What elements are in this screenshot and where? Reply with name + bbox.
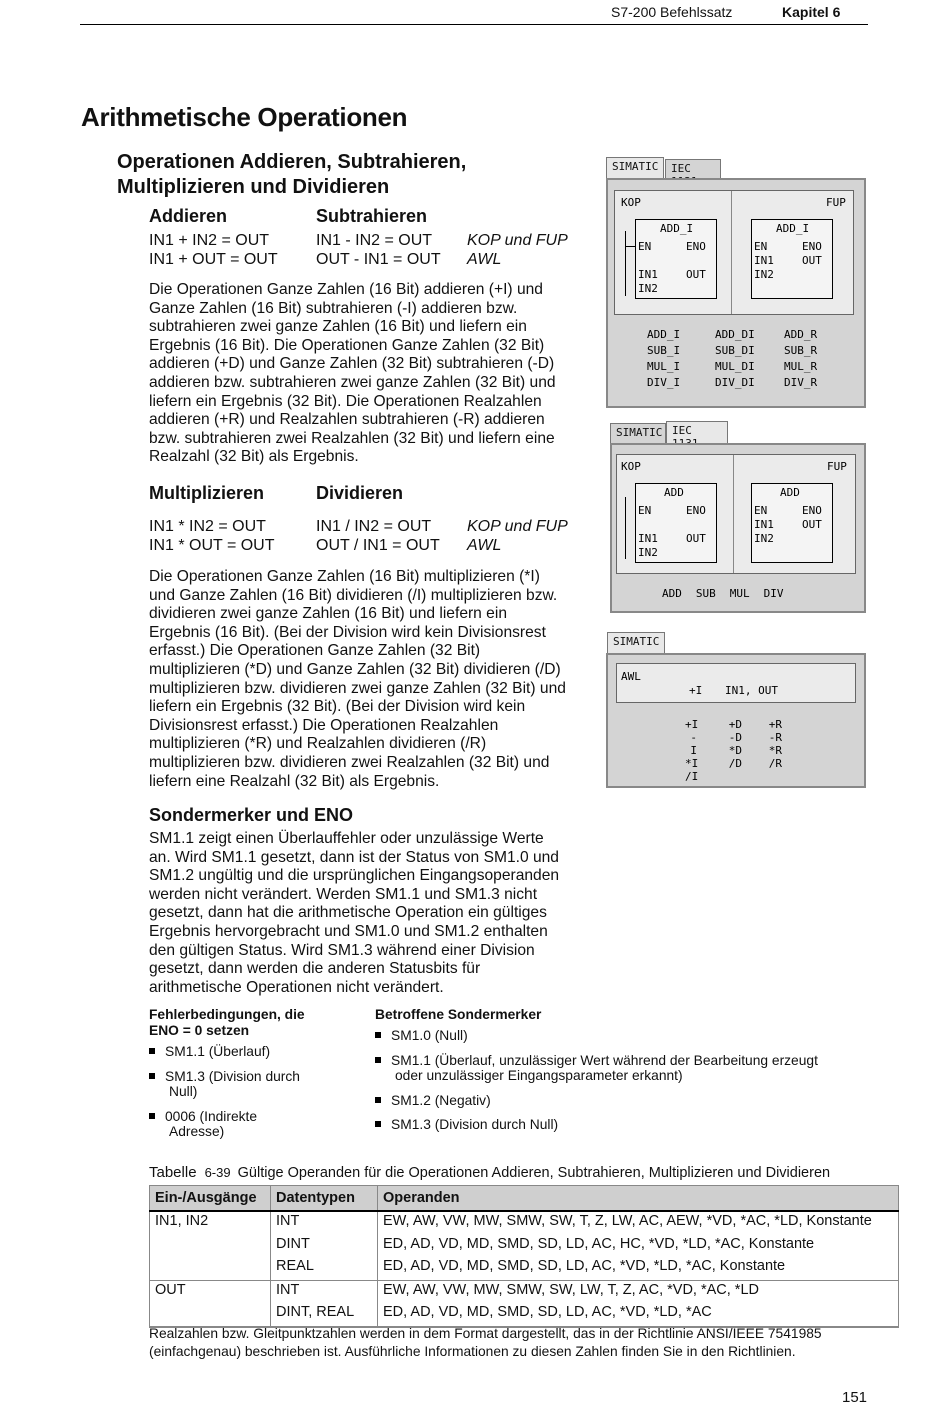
header-rule bbox=[80, 24, 868, 25]
pin-out: OUT bbox=[686, 532, 706, 545]
awl-label: AWL bbox=[621, 670, 641, 683]
box-title: ADD_I bbox=[660, 222, 694, 235]
table-cell: REAL bbox=[271, 1257, 378, 1280]
instruction-list-col3: ADD_R SUB_R MUL_R DIV_R bbox=[784, 328, 818, 389]
bullet-icon bbox=[375, 1121, 381, 1127]
table-cell: DINT bbox=[271, 1235, 378, 1258]
table-header-row bbox=[150, 1186, 899, 1212]
divider bbox=[733, 455, 734, 573]
language-label: AWL bbox=[467, 537, 502, 554]
table-cell: INT bbox=[271, 1280, 378, 1303]
tab-simatic[interactable]: SIMATIC bbox=[607, 632, 665, 654]
table-cell: ED, AD, VD, MD, SMD, SD, LD, AC, *VD, *LD, *AC, Konstante bbox=[378, 1257, 899, 1280]
power-rail bbox=[625, 231, 626, 296]
tab-iec-1131[interactable]: IEC bbox=[666, 421, 728, 443]
equation: OUT / IN1 = OUT bbox=[316, 537, 440, 554]
operands-table bbox=[149, 1185, 899, 1328]
table-cell: ED, AD, VD, MD, SMD, SD, LD, AC, *VD, *LD, *AC bbox=[378, 1303, 899, 1327]
ladder-area bbox=[614, 190, 854, 315]
table-row bbox=[150, 1257, 899, 1280]
list-item: 0006 (Indirekte Adresse) bbox=[149, 1109, 359, 1140]
eno-description: SM1.1 zeigt einen Überlauffehler oder unzulässige Werte an. Wird SM1.1 gesetzt, dann ist der Status von SM1.0 und SM1.2 ungültig und die ursprünglichen Eingangsoperanden werden nicht verändert. Werden SM1.1 und SM1.3 nicht gesetzt, dann hat die arithmetische Operation ein gültiges Ergebnis hervorgebracht und SM1.0 und SM1.2 enthalten den gültigen Status. Wird SM1.3 während einer Division gesetzt, dann werden die anderen Statusbits für arithmetische Operationen nicht verändert. bbox=[149, 830, 560, 996]
affected-list bbox=[375, 1028, 875, 1133]
pin-out: OUT bbox=[802, 518, 822, 531]
pin-in1: IN1 bbox=[754, 518, 774, 531]
pin-en: EN bbox=[638, 504, 652, 517]
bullet-icon bbox=[375, 1057, 381, 1063]
instruction-list: ADD SUB MUL DIV bbox=[662, 587, 784, 600]
kop-label: KOP bbox=[621, 196, 641, 209]
table-cell bbox=[150, 1303, 271, 1327]
list-item: SM1.2 (Negativ) bbox=[375, 1093, 875, 1109]
awl-list-col1: +I -I *I /I bbox=[685, 718, 699, 783]
table-cell: ED, AD, VD, MD, SMD, SD, LD, AC, HC, *VD, *LD, *AC, Konstante bbox=[378, 1235, 899, 1258]
bullet-icon bbox=[149, 1073, 155, 1079]
affected-heading: Betroffene Sondermerker bbox=[375, 1007, 542, 1022]
bullet-icon bbox=[375, 1032, 381, 1038]
fup-label: FUP bbox=[826, 196, 846, 209]
pin-in1: IN1 bbox=[638, 532, 658, 545]
equation: IN1 + IN2 = OUT bbox=[149, 232, 270, 249]
section-title: Operationen Addieren, Subtrahieren, Multiplizieren und Dividieren bbox=[117, 151, 467, 198]
equation: IN1 - IN2 = OUT bbox=[316, 232, 433, 249]
header-chapter: Kapitel 6 bbox=[782, 4, 841, 20]
pin-in1: IN1 bbox=[754, 254, 774, 267]
table-header-cell: Datentypen bbox=[271, 1186, 378, 1212]
language-label: KOP und FUP bbox=[467, 232, 568, 249]
add-box-fup[interactable] bbox=[751, 483, 833, 563]
ladder-area bbox=[616, 454, 856, 574]
pin-in2: IN2 bbox=[754, 268, 774, 281]
table-cell: DINT, REAL bbox=[271, 1303, 378, 1327]
language-label: KOP und FUP bbox=[467, 518, 568, 535]
instruction-list-col2: ADD_DI SUB_DI MUL_DI DIV_DI bbox=[715, 328, 755, 389]
add-i-box-fup[interactable] bbox=[751, 219, 833, 299]
table-row bbox=[150, 1211, 899, 1235]
list-item: SM1.3 (Division durch Null) bbox=[149, 1069, 359, 1100]
table-cell: EW, AW, VW, MW, SMW, SW, T, Z, LW, AC, AEW, *VD, *AC, *LD, Konstante bbox=[378, 1211, 899, 1235]
table-row bbox=[150, 1303, 899, 1327]
equation: IN1 + OUT = OUT bbox=[149, 251, 278, 268]
subtrahieren-heading: Subtrahieren bbox=[316, 206, 428, 226]
kop-label: KOP bbox=[621, 460, 641, 473]
pin-out: OUT bbox=[802, 254, 822, 267]
power-rail bbox=[625, 497, 626, 559]
table-caption: Tabelle 6-39 Gültige Operanden für die Operationen Addieren, Subtrahieren, Multiplizieren und Dividieren bbox=[149, 1164, 831, 1181]
add-i-box[interactable] bbox=[635, 219, 717, 299]
pin-eno: ENO bbox=[802, 240, 822, 253]
bullet-icon bbox=[375, 1097, 381, 1103]
tab-simatic[interactable]: SIMATIC bbox=[606, 157, 664, 179]
equation: IN1 / IN2 = OUT bbox=[316, 518, 432, 535]
table-header-cell: Operanden bbox=[378, 1186, 899, 1212]
list-item: SM1.1 (Überlauf, unzulässiger Wert während der Bearbeitung erzeugt oder unzulässiger Eingangsparameter erkannt) bbox=[375, 1053, 875, 1084]
pin-eno: ENO bbox=[686, 240, 706, 253]
pin-in2: IN2 bbox=[638, 546, 658, 559]
table-row bbox=[150, 1235, 899, 1258]
list-item: SM1.3 (Division durch Null) bbox=[375, 1117, 875, 1133]
errors-heading: Fehlerbedingungen, die ENO = 0 setzen bbox=[149, 1007, 305, 1038]
pin-eno: ENO bbox=[686, 504, 706, 517]
table-cell bbox=[150, 1235, 271, 1258]
dividieren-heading: Dividieren bbox=[316, 483, 404, 503]
table-cell bbox=[150, 1257, 271, 1280]
pin-en: EN bbox=[638, 240, 652, 253]
header-book-title: S7-200 Befehlssatz bbox=[611, 4, 733, 20]
table-cell: INT bbox=[271, 1211, 378, 1235]
box-title: ADD_I bbox=[776, 222, 810, 235]
table-cell: EW, AW, VW, MW, SMW, SW, LW, T, Z, AC, *VD, *AC, *LD bbox=[378, 1280, 899, 1303]
pin-in2: IN2 bbox=[638, 282, 658, 295]
table-cell: OUT bbox=[150, 1280, 271, 1303]
awl-list-col2: +D -D *D /D bbox=[728, 718, 742, 770]
add-box[interactable] bbox=[635, 483, 717, 563]
bullet-icon bbox=[149, 1113, 155, 1119]
mul-div-description: Die Operationen Ganze Zahlen (16 Bit) multiplizieren (*I) und Ganze Zahlen (16 Bit) dividieren (/I) multiplizieren bzw. dividieren zwei ganze Zahlen (16 Bit) und liefern ein Ergebnis (16 Bit). (Bei der Division wird kein Divisionsrest erfasst.) Die Operationen Ganze Zahlen (32 Bit) multiplizieren (*D) und Ganze Zahlen (32 Bit) dividieren (/D) multiplizieren bzw. dividieren zwei ganze Zahlen (32 Bit) und liefern ein Ergebnis (32 Bit). (Bei der Division wird kein Divisionsrest erfasst.) Die Operationen Realzahlen multiplizieren (*R) und Realzahlen dividieren (/R) multiplizieren bzw. dividieren zwei Realzahlen (32 Bit) und liefern eine Realzahl (32 Bit) als Ergebnis. bbox=[149, 568, 566, 790]
add-sub-description: Die Operationen Ganze Zahlen (16 Bit) addieren (+I) und Ganze Zahlen (16 Bit) subtrahieren (-I) addieren bzw. subtrahieren zwei ganze Zahlen (16 Bit) und liefern ein Ergebnis (16 Bit). Die Operationen Ganze Zahlen (32 Bit) addieren (+D) und Ganze Zahlen (32 Bit) subtrahieren (-D) addieren bzw. subtrahieren zwei ganze Zahlen (32 Bit) und liefern ein Ergebnis (32 Bit). Die Operationen Realzahlen addieren (+R) und Realzahlen subtrahieren (-R) addieren bzw. subtrahieren zwei Realzahlen (32 Bit) und liefern eine Realzahl (32 Bit) als Ergebnis. bbox=[149, 281, 556, 466]
pin-in2: IN2 bbox=[754, 532, 774, 545]
errors-list bbox=[149, 1044, 359, 1140]
list-item: SM1.1 (Überlauf) bbox=[149, 1044, 359, 1060]
awl-operands: IN1, OUT bbox=[725, 684, 778, 697]
pin-en: EN bbox=[754, 504, 768, 517]
pin-eno: ENO bbox=[802, 504, 822, 517]
equation: OUT - IN1 = OUT bbox=[316, 251, 441, 268]
table-row bbox=[150, 1280, 899, 1303]
addieren-heading: Addieren bbox=[149, 206, 228, 226]
eno-heading: Sondermerker und ENO bbox=[149, 805, 354, 825]
list-item: SM1.0 (Null) bbox=[375, 1028, 875, 1044]
instruction-list-col1: ADD_I SUB_I MUL_I DIV_I bbox=[647, 328, 681, 389]
awl-list-col3: +R -R *R /R bbox=[768, 718, 782, 770]
awl-line bbox=[616, 663, 856, 703]
awl-instruction: +I bbox=[689, 684, 703, 697]
equation: IN1 * IN2 = OUT bbox=[149, 518, 266, 535]
pin-in1: IN1 bbox=[638, 268, 658, 281]
table-footnote: Realzahlen bzw. Gleitpunktzahlen werden in dem Format dargestellt, das in der Richtlinie ANSI/IEEE 7541985 (einfachgenau) beschrieben ist. Ausführliche Informationen zu diesen Zahlen finden Sie in den Richtlinien. bbox=[149, 1326, 822, 1359]
tab-iec-1131[interactable]: IEC bbox=[665, 159, 721, 181]
pin-en: EN bbox=[754, 240, 768, 253]
equation: IN1 * OUT = OUT bbox=[149, 537, 275, 554]
page-title: Arithmetische Operationen bbox=[81, 102, 408, 132]
table-header-cell: Ein-/Ausgänge bbox=[150, 1186, 271, 1212]
multiplizieren-heading: Multiplizieren bbox=[149, 483, 265, 503]
box-title: ADD bbox=[664, 486, 684, 499]
fup-label: FUP bbox=[827, 460, 847, 473]
tab-simatic[interactable]: SIMATIC bbox=[610, 423, 666, 445]
page-number: 151 bbox=[842, 1389, 868, 1406]
pin-out: OUT bbox=[686, 268, 706, 281]
bullet-icon bbox=[149, 1048, 155, 1054]
divider bbox=[731, 191, 732, 314]
language-label: AWL bbox=[467, 251, 502, 268]
box-title: ADD bbox=[780, 486, 800, 499]
table-cell: IN1, IN2 bbox=[150, 1211, 271, 1235]
